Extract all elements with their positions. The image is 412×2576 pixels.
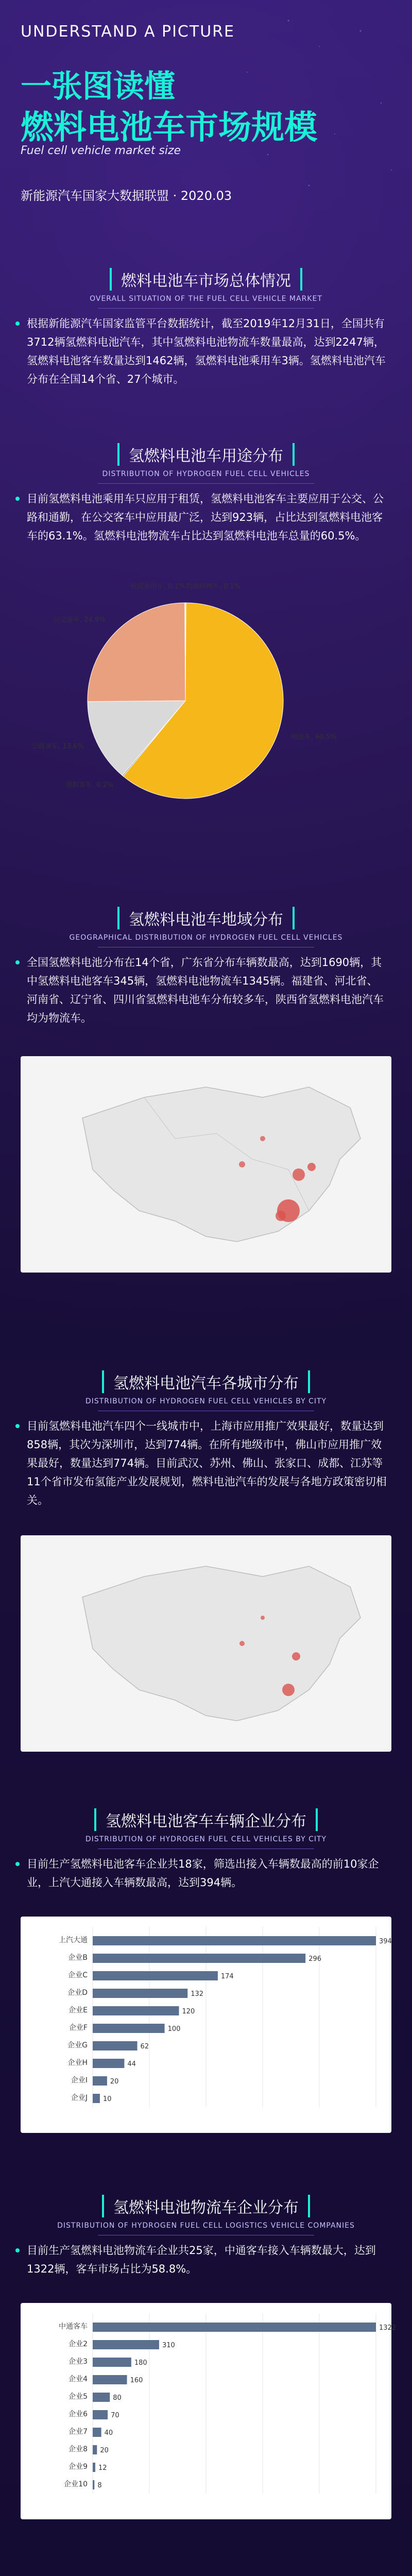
paragraph: 目前氢燃料电池汽车四个一线城市中，上海市应用推广效果最好，数量达到858辆，其次为深圳市，达到774辆。在所有地级市中，佛山市应用推广效果最好，数量达到774辆。目前武汉、苏州、佛山、张家口、成都、江苏等11个省市发布氢能产业发展规划，燃料电池汽车的发展与各地方政策密切相关。 bbox=[27, 1420, 387, 1506]
bar bbox=[93, 2428, 101, 2437]
bar-category-label: 企业9 bbox=[68, 2463, 88, 2471]
bar-category-label: 企业6 bbox=[68, 2410, 88, 2418]
section-title-en: DISTRIBUTION OF HYDROGEN FUEL CELL VEHICLES BY CITY bbox=[85, 1835, 327, 1843]
pie-slice-label: 公交客车, 24.9% bbox=[53, 616, 106, 624]
bar-category-label: 企业5 bbox=[68, 2393, 88, 2401]
section-city-heading bbox=[0, 1370, 412, 1411]
section-region-text bbox=[27, 953, 387, 1027]
bar-category-label: 企业7 bbox=[68, 2428, 88, 2436]
bar bbox=[93, 1936, 376, 1945]
bar bbox=[93, 2410, 108, 2419]
bar bbox=[93, 2006, 179, 2015]
bullet-dot bbox=[15, 321, 20, 326]
bar bbox=[93, 2323, 376, 2332]
bar-category-label: 企业I bbox=[71, 2076, 88, 2084]
section-overview-text bbox=[27, 314, 387, 388]
usage-pie-chart bbox=[21, 562, 391, 829]
bar-value-label: 1322 bbox=[379, 2324, 397, 2332]
china-map-graphic bbox=[21, 1056, 391, 1273]
pie-slice-label: 物流车, 60.5% bbox=[290, 733, 337, 741]
section-title: 氢燃料电池车用途分布 bbox=[117, 443, 295, 466]
bar-chart-svg bbox=[21, 1917, 391, 2133]
paragraph: 全国氢燃料电池分布在14个省，广东省分布车辆数最高，达到1690辆，其中氢燃料电池客车345辆，氢燃料电池物流车1345辆。福建省、河北省、河南省、辽宁省、四川省氢燃料电池车分布较多车，陕西省氢燃料电池汽车均为物流车。 bbox=[27, 956, 384, 1024]
section-title-en: GEOGRAPHICAL DISTRIBUTION OF HYDROGEN FUEL CELL VEHICLES bbox=[69, 934, 343, 942]
section-title-en: OVERALL SITUATION OF THE FUEL CELL VEHICLE MARKET bbox=[90, 295, 322, 303]
bar-category-label: 企业10 bbox=[64, 2480, 88, 2488]
bar-value-label: 44 bbox=[127, 2060, 136, 2068]
section-overview-heading bbox=[0, 268, 412, 309]
bar bbox=[93, 1989, 187, 1998]
bar-value-label: 100 bbox=[167, 2025, 181, 2033]
bar bbox=[93, 2445, 97, 2454]
bar bbox=[93, 1971, 218, 1980]
page-title-line2: 燃料电池车市场规模 bbox=[21, 109, 317, 147]
bar-category-label: 企业2 bbox=[68, 2340, 88, 2348]
bar-value-label: 62 bbox=[140, 2043, 149, 2050]
section-usage-text bbox=[27, 489, 387, 545]
section-title-en: DISTRIBUTION OF HYDROGEN FUEL CELL VEHICLES BY CITY bbox=[85, 1397, 327, 1405]
paragraph: 目前氢燃料电池乘用车只应用于租赁，氢燃料电池客车主要应用于公交、公路和通勤，在公交客车中应用最广泛，达到923辆，占比达到氢燃料电池客车的63.1%。氢燃料电池物流车占比达到氢燃料电池车总量的60.5%。 bbox=[27, 493, 384, 542]
bar-value-label: 132 bbox=[191, 1990, 204, 1998]
bar-value-label: 8 bbox=[97, 2482, 102, 2489]
bar-value-label: 180 bbox=[134, 2359, 147, 2367]
bar bbox=[93, 2340, 159, 2349]
bullet-dot bbox=[15, 1424, 20, 1428]
section-title-en: DISTRIBUTION OF HYDROGEN FUEL CELL VEHICLES bbox=[102, 470, 310, 478]
bar-value-label: 80 bbox=[113, 2394, 122, 2402]
bar-value-label: 160 bbox=[130, 2377, 143, 2384]
bar-chart-svg-2 bbox=[21, 2303, 397, 2519]
bar bbox=[93, 2041, 138, 2050]
bar bbox=[93, 2076, 107, 2086]
bar-category-label: 企业G bbox=[67, 2041, 88, 2049]
section-title-en: DISTRIBUTION OF HYDROGEN FUEL CELL LOGISTICS VEHICLE COMPANIES bbox=[57, 2222, 355, 2230]
pie-slice-label: 物流特种车, 0.1% bbox=[185, 583, 241, 591]
bar-value-label: 12 bbox=[98, 2464, 107, 2472]
section-underline bbox=[98, 308, 314, 309]
bar bbox=[93, 2059, 124, 2068]
city-map bbox=[21, 1535, 391, 1752]
pie-slice-label: 租赁乘用车, 0.1% bbox=[130, 583, 185, 591]
section-title: 氢燃料电池客车车辆企业分布 bbox=[94, 1808, 318, 1831]
section-bus-company-text bbox=[27, 1855, 387, 1892]
bar-category-label: 企业8 bbox=[68, 2445, 88, 2453]
bullet-dot bbox=[15, 1862, 20, 1866]
bar bbox=[93, 2094, 100, 2103]
pie-slice-label: 公路客车, 13.6% bbox=[31, 742, 84, 751]
section-underline bbox=[98, 483, 314, 484]
pie-chart-svg bbox=[21, 562, 391, 829]
bar-value-label: 20 bbox=[100, 2447, 109, 2454]
header-en-title: UNDERSTAND A PICTURE bbox=[21, 23, 235, 41]
section-title: 氢燃料电池汽车各城市分布 bbox=[102, 1370, 310, 1393]
bar-value-label: 394 bbox=[379, 1938, 392, 1945]
bar bbox=[93, 2463, 95, 2472]
bar-category-label: 企业D bbox=[67, 1989, 88, 1997]
bar bbox=[93, 2358, 131, 2367]
bar-category-label: 企业H bbox=[67, 2059, 88, 2067]
bar-category-label: 企业E bbox=[68, 2006, 88, 2014]
bullet-dot bbox=[15, 2248, 20, 2252]
logistics-company-bar-chart bbox=[21, 2303, 397, 2519]
section-region-heading bbox=[0, 907, 412, 947]
bullet-dot bbox=[15, 960, 20, 964]
china-map-graphic-2 bbox=[21, 1535, 391, 1752]
bullet-dot bbox=[15, 497, 20, 501]
page-title-line1: 一张图读懂 bbox=[21, 69, 175, 105]
page-source-date: 新能源汽车国家大数据联盟 · 2020.03 bbox=[21, 189, 232, 203]
bar bbox=[93, 2393, 110, 2402]
pie-slice-label: 通勤客车, 0.2% bbox=[65, 781, 114, 789]
bar-category-label: 企业3 bbox=[68, 2358, 88, 2366]
bar-value-label: 296 bbox=[308, 1955, 322, 1963]
section-usage-heading bbox=[0, 443, 412, 484]
section-city-text bbox=[27, 1417, 387, 1510]
bar bbox=[93, 2480, 94, 2489]
bus-company-bar-chart bbox=[21, 1917, 391, 2133]
section-title: 燃料电池车市场总体情况 bbox=[110, 268, 302, 291]
section-title: 氢燃料电池车地域分布 bbox=[117, 907, 295, 929]
bar-value-label: 120 bbox=[182, 2008, 195, 2015]
bar bbox=[93, 2375, 127, 2384]
paragraph: 目前生产氢燃料电池客车企业共18家，筛选出接入车辆数最高的前10家企业，上汽大通接入车辆数最高，达到394辆。 bbox=[27, 1858, 379, 1889]
paragraph: 根据新能源汽车国家监管平台数据统计，截至2019年12月31日，全国共有3712辆氢燃料电池汽车，其中氢燃料电池物流车数量最高，达到2247辆，氢燃料电池客车数量达到1462辆，氢燃料电池乘用车3辆。氢燃料电池汽车分布在全国14个省、27个城市。 bbox=[27, 317, 386, 385]
bar-value-label: 70 bbox=[111, 2412, 119, 2419]
bar-category-label: 企业4 bbox=[68, 2375, 88, 2383]
bar-category-label: 上汽大通 bbox=[59, 1936, 88, 1944]
bar-value-label: 10 bbox=[102, 2095, 112, 2103]
section-logistics-company-text bbox=[27, 2241, 387, 2278]
bar-value-label: 310 bbox=[162, 2342, 175, 2349]
page-subtitle-en: Fuel cell vehicle market size bbox=[21, 144, 181, 157]
bar-value-label: 174 bbox=[220, 1973, 234, 1980]
bar bbox=[93, 1954, 305, 1963]
province-map bbox=[21, 1056, 391, 1273]
bar-value-label: 40 bbox=[104, 2429, 113, 2437]
bar bbox=[93, 2024, 165, 2033]
section-logistics-company-heading bbox=[0, 2195, 412, 2235]
bar-category-label: 企业B bbox=[68, 1954, 88, 1962]
section-bus-company-heading bbox=[0, 1808, 412, 1849]
paragraph: 目前生产氢燃料电池物流车企业共25家，中通客车接入车辆数最大，达到1322辆，客车市场占比为58.8%。 bbox=[27, 2244, 376, 2275]
bar-value-label: 20 bbox=[110, 2078, 119, 2086]
section-title: 氢燃料电池物流车企业分布 bbox=[102, 2195, 310, 2217]
bar-category-label: 企业C bbox=[68, 1971, 88, 1979]
bar-category-label: 中通客车 bbox=[59, 2323, 88, 2331]
bar-category-label: 企业F bbox=[68, 2024, 88, 2032]
bar-category-label: 企业J bbox=[71, 2094, 88, 2102]
